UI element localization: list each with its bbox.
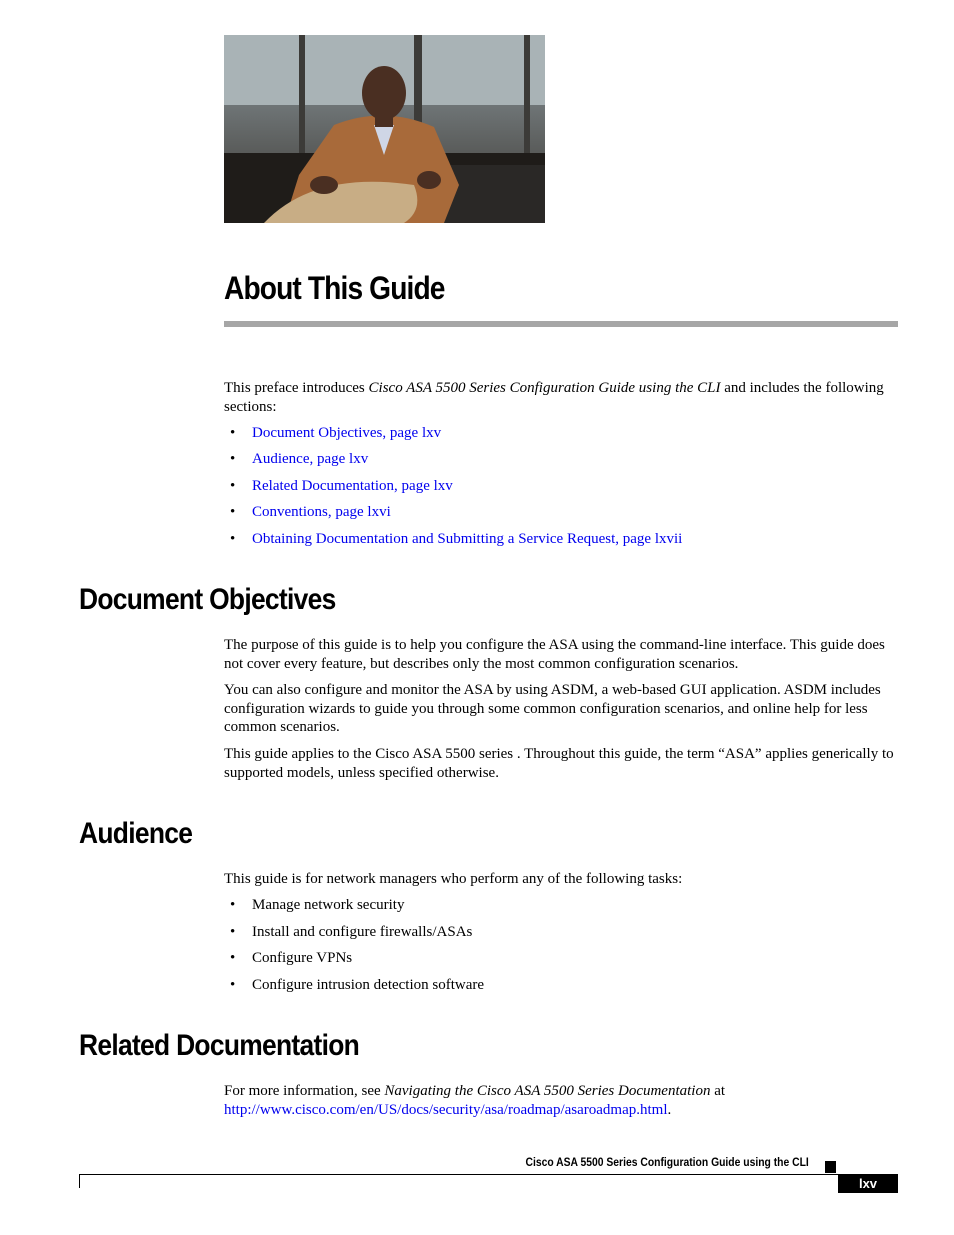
footer-book-title: Cisco ASA 5500 Series Configuration Guide using the CLI [525,1157,809,1169]
footer-rule [79,1174,838,1175]
objectives-paragraph: You can also configure and monitor the ASA by using ASDM, a web-based GUI application. ASDM includes configuration wizards to guide you through some common configuration scenarios, and online help for less common scenarios. [224,682,881,735]
chapter-photo [224,35,545,223]
audience-task: • Manage network security [230,897,405,913]
intro-paragraph: This preface introduces Cisco ASA 5500 Series Configuration Guide using the CLI and includes the following sections: [224,380,884,415]
toc-link[interactable]: Related Documentation, page lxv [252,478,453,494]
title-rule [224,321,898,327]
toc-link[interactable]: Obtaining Documentation and Submitting a Service Request, page lxvii [252,531,683,547]
audience-intro: This guide is for network managers who perform any of the following tasks: [224,871,683,887]
toc-link[interactable]: Audience, page lxv [252,451,369,467]
toc-item[interactable]: • Related Documentation, page lxv [230,478,453,494]
footer-tick [79,1174,80,1188]
footer-marker [825,1161,836,1173]
audience-task: • Configure VPNs [230,950,353,966]
section-heading-related: Related Documentation [79,1029,360,1062]
section-heading-objectives: Document Objectives [79,583,336,616]
audience-task: • Install and configure firewalls/ASAs [230,924,473,940]
toc-item[interactable]: • Obtaining Documentation and Submitting a Service Request, page lxvii [230,531,683,547]
page-number: lxv [838,1174,898,1193]
toc-link[interactable]: Document Objectives, page lxv [252,425,442,441]
toc-item[interactable]: • Audience, page lxv [230,451,369,467]
audience-task: • Configure intrusion detection software [230,977,485,993]
section-heading-audience: Audience [79,817,193,850]
toc-link[interactable]: Conventions, page lxvi [252,504,391,520]
toc-item[interactable]: • Conventions, page lxvi [230,504,391,520]
toc-item[interactable]: • Document Objectives, page lxv [230,425,442,441]
chapter-title: About This Guide [224,270,445,306]
related-paragraph: For more information, see Navigating the Cisco ASA 5500 Series Documentation at http://www.cisco.com/en/US/docs/security/asa/roadmap/asaroadmap.html. [224,1083,726,1118]
roadmap-link[interactable]: http://www.cisco.com/en/US/docs/security/asa/roadmap/asaroadmap.html [224,1101,668,1118]
objectives-paragraph: This guide applies to the Cisco ASA 5500 series . Throughout this guide, the term “ASA” applies generically to supported models, unless specified otherwise. [224,746,894,781]
objectives-paragraph: The purpose of this guide is to help you configure the ASA using the command-line interface. This guide does not cover every feature, but describes only the most common configuration scenarios. [224,637,885,672]
